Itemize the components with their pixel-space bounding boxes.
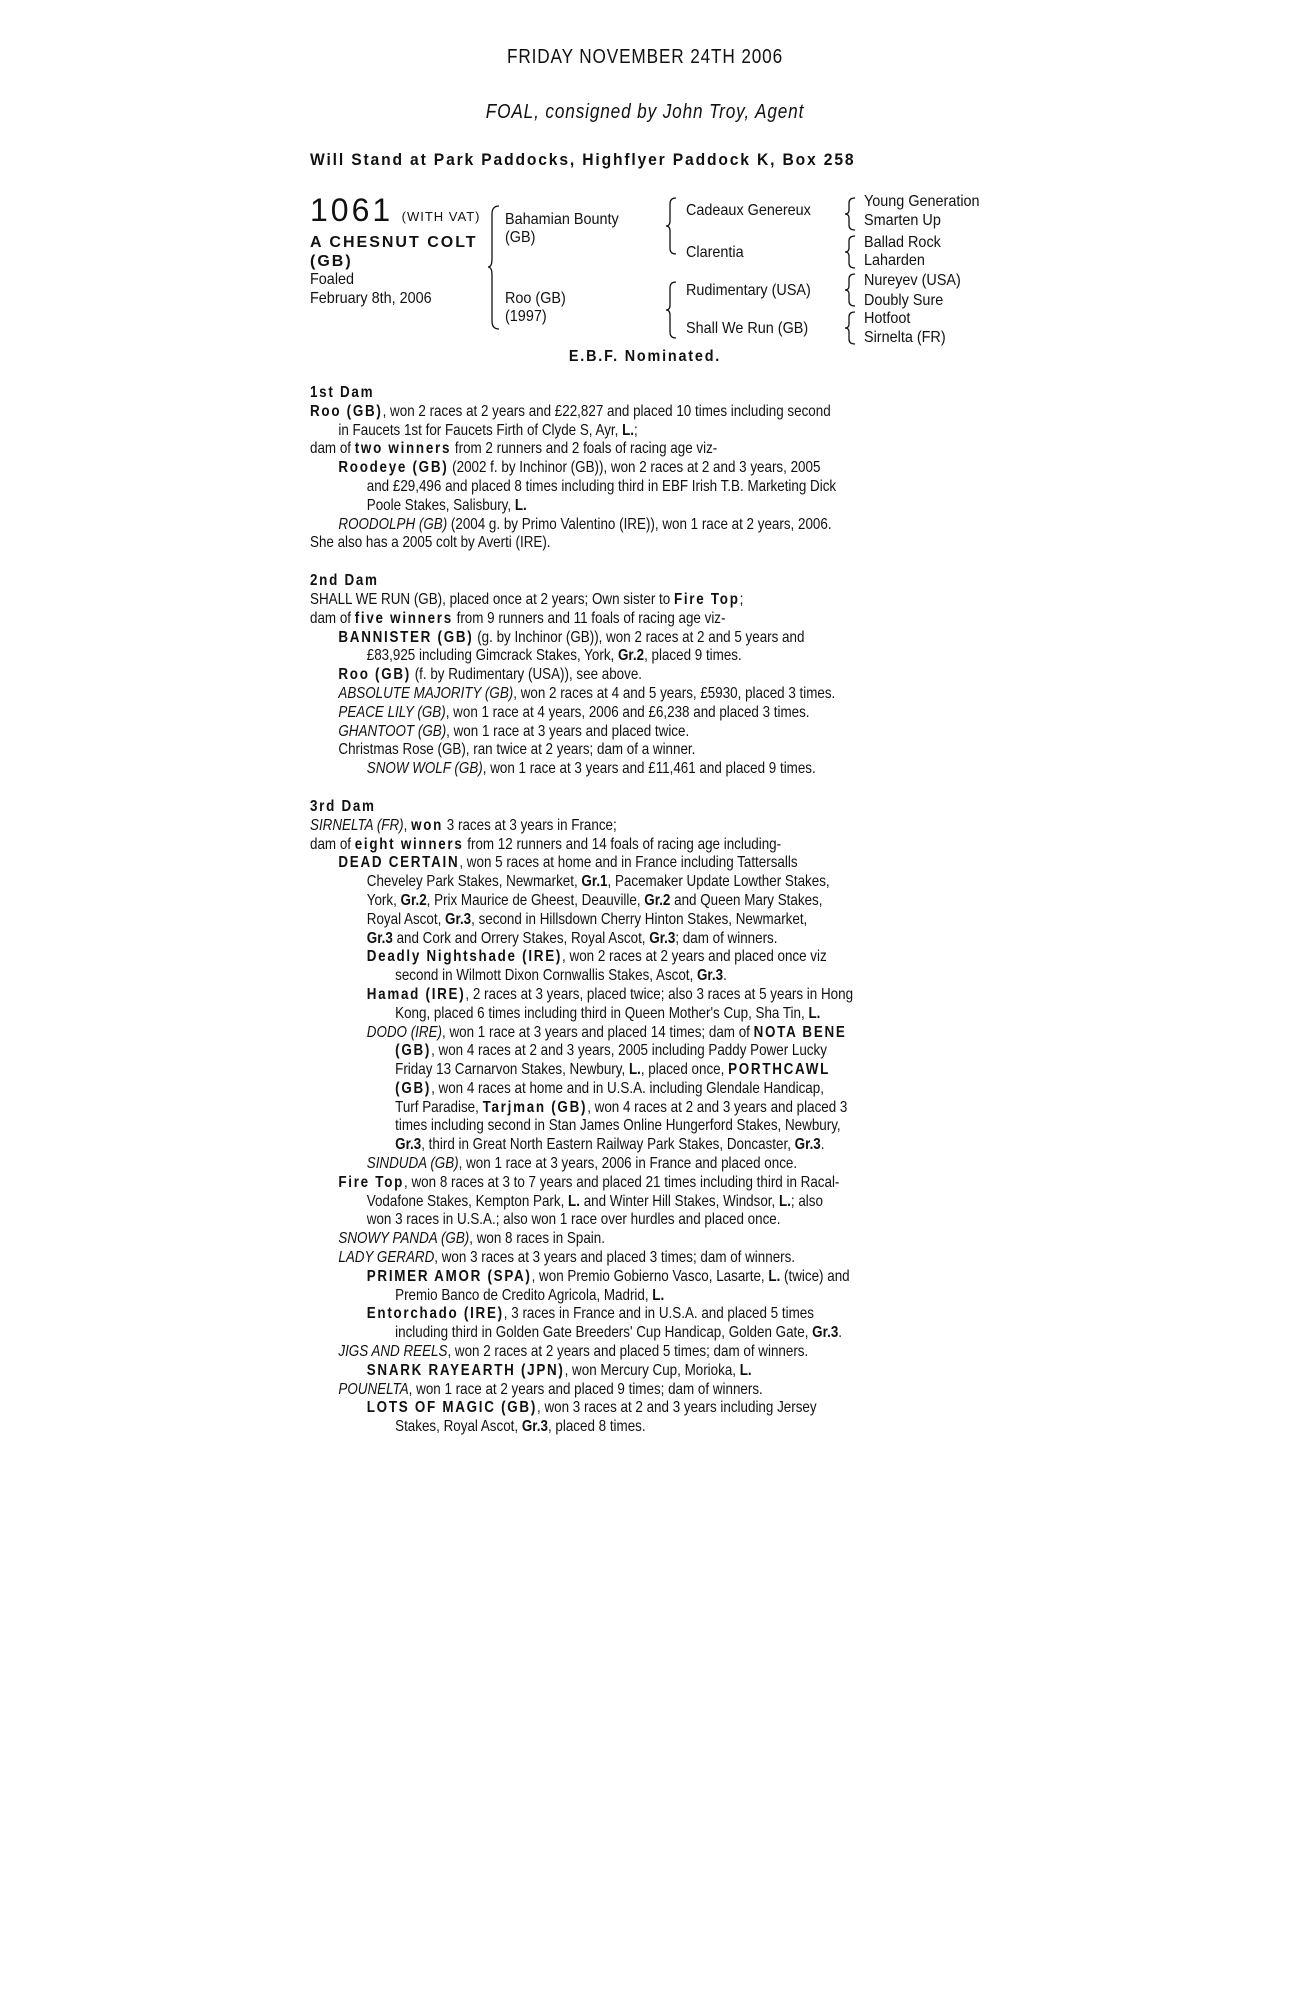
text-line: Fire Top, won 8 races at 3 to 7 years and placed 21 times including third in Racal- xyxy=(338,1173,840,1191)
text-line: Poole Stakes, Salisbury, L. xyxy=(366,496,527,514)
text-line: JIGS AND REELS, won 2 races at 2 years and placed 5 times; dam of winners. xyxy=(338,1343,809,1361)
text-line: Friday 13 Carnarvon Stakes, Newbury, L., placed once, PORTHCAWL xyxy=(395,1061,830,1079)
great-grandsire-7: Hotfoot xyxy=(864,310,911,327)
text-line: Deadly Nightshade (IRE), won 2 races at 2 years and placed once viz xyxy=(366,948,827,966)
great-granddam-8: Sirnelta (FR) xyxy=(864,329,946,346)
pedigree-brace-sire xyxy=(665,197,677,255)
text-line: Gr.3 and Cork and Orrery Stakes, Royal Ascot, Gr.3; dam of winners. xyxy=(366,929,778,947)
text-line: ROODOLPH (GB) (2004 g. by Primo Valentino (IRE)), won 1 race at 2 years, 2006. xyxy=(338,515,832,533)
stand-location: Will Stand at Park Paddocks, Highflyer Paddock K, Box 258 xyxy=(310,150,856,169)
text-line: Roo (GB), won 2 races at 2 years and £22,827 and placed 10 times including second xyxy=(310,402,831,420)
lot-description: A CHESNUT COLT (GB) xyxy=(310,234,478,270)
text-line: POUNELTA, won 1 race at 2 years and placed 9 times; dam of winners. xyxy=(338,1380,763,1398)
dam-sire: Rudimentary (USA) xyxy=(686,282,811,299)
text-line: times including second in Stan James Online Hungerford Stakes, Newbury, xyxy=(395,1117,841,1135)
text-line: Roodeye (GB) (2002 f. by Inchinor (GB)), won 2 races at 2 and 3 years, 2005 xyxy=(338,459,821,477)
pedigree-brace-g56 xyxy=(844,273,856,307)
text-line: (GB), won 4 races at home and in U.S.A. including Glendale Handicap, xyxy=(395,1079,824,1097)
text-line: dam of eight winners from 12 runners and 14 foals of racing age including- xyxy=(310,835,782,853)
pedigree-brace-dam xyxy=(665,281,677,339)
text-line: GHANTOOT (GB), won 1 race at 3 years and placed twice. xyxy=(338,722,690,740)
text-line: DEAD CERTAIN, won 5 races at home and in France including Tattersalls xyxy=(338,854,798,872)
text-line: She also has a 2005 colt by Averti (IRE). xyxy=(310,534,551,552)
sire-name-line1: Bahamian Bounty xyxy=(505,211,619,228)
pedigree-brace-main xyxy=(487,205,501,330)
catalogue-body xyxy=(310,384,1010,1437)
text-line: Royal Ascot, Gr.3, second in Hillsdown Cherry Hinton Stakes, Newmarket, xyxy=(366,910,808,928)
text-line: and £29,496 and placed 8 times including third in EBF Irish T.B. Marketing Dick xyxy=(366,477,837,495)
great-grandsire-5: Nureyev (USA) xyxy=(864,272,961,289)
text-line: second in Wilmott Dixon Cornwallis Stakes, Ascot, Gr.3. xyxy=(395,967,727,985)
text-line: Stakes, Royal Ascot, Gr.3, placed 8 times. xyxy=(395,1418,646,1436)
dam-name-line1: Roo (GB) xyxy=(505,290,566,307)
text-line: £83,925 including Gimcrack Stakes, York, Gr.2, placed 9 times. xyxy=(366,647,742,665)
text-line: SIRNELTA (FR), won 3 races at 3 years in France; xyxy=(310,816,617,834)
sire-name xyxy=(505,211,619,247)
text-line: Turf Paradise, Tarjman (GB), won 4 races at 2 and 3 years and placed 3 xyxy=(395,1098,848,1116)
text-line: Entorchado (IRE), 3 races in France and in U.S.A. and placed 5 times xyxy=(366,1305,814,1323)
sire-name-line2: (GB) xyxy=(505,229,536,246)
pedigree-brace-g34 xyxy=(844,235,856,269)
sire-dam: Clarentia xyxy=(686,244,744,261)
pedigree-brace-g78 xyxy=(844,311,856,345)
section-heading: 1st Dam xyxy=(310,384,375,401)
lot-number: 1061 xyxy=(310,192,394,228)
foaled-info xyxy=(310,270,432,308)
text-line: Roo (GB) (f. by Rudimentary (USA)), see above. xyxy=(338,666,643,684)
text-line: SNARK RAYEARTH (JPN), won Mercury Cup, Morioka, L. xyxy=(366,1361,752,1379)
text-line: PEACE LILY (GB), won 1 race at 4 years, 2006 and £6,238 and placed 3 times. xyxy=(338,703,810,721)
text-line: SNOWY PANDA (GB), won 8 races in Spain. xyxy=(338,1230,605,1248)
vat-note: (WITH VAT) xyxy=(401,209,481,224)
text-line: (GB), won 4 races at 2 and 3 years, 2005 including Paddy Power Lucky xyxy=(395,1042,827,1060)
text-line: dam of two winners from 2 runners and 2 foals of racing age viz- xyxy=(310,440,718,458)
section-heading: 2nd Dam xyxy=(310,572,379,590)
great-granddam-6: Doubly Sure xyxy=(864,292,944,309)
text-line: won 3 races in U.S.A.; also won 1 race over hurdles and placed once. xyxy=(366,1211,781,1229)
text-line: ABSOLUTE MAJORITY (GB), won 2 races at 4 and 5 years, £5930, placed 3 times. xyxy=(338,684,836,702)
great-grandsire-3: Ballad Rock xyxy=(864,234,941,251)
text-line: SINDUDA (GB), won 1 race at 3 years, 2006 in France and placed once. xyxy=(366,1155,798,1173)
text-line: Hamad (IRE), 2 races at 3 years, placed twice; also 3 races at 5 years in Hong xyxy=(366,985,854,1003)
text-line: LADY GERARD, won 3 races at 3 years and placed 3 times; dam of winners. xyxy=(338,1249,796,1267)
great-granddam-2: Smarten Up xyxy=(864,212,941,229)
text-line: Christmas Rose (GB), ran twice at 2 years; dam of a winner. xyxy=(338,741,696,759)
text-line: including third in Golden Gate Breeders' Cup Handicap, Golden Gate, Gr.3. xyxy=(395,1324,843,1342)
text-line: in Faucets 1st for Faucets Firth of Clyde S, Ayr, L.; xyxy=(338,421,638,439)
text-line: Premio Banco de Credito Agricola, Madrid, L. xyxy=(395,1286,665,1304)
text-line: Gr.3, third in Great North Eastern Railway Park Stakes, Doncaster, Gr.3. xyxy=(395,1136,825,1154)
sire-sire: Cadeaux Genereux xyxy=(686,202,811,219)
great-granddam-4: Laharden xyxy=(864,252,925,269)
text-line: SHALL WE RUN (GB), placed once at 2 years; Own sister to Fire Top; xyxy=(310,590,744,608)
lot-heading xyxy=(310,192,480,229)
text-line: dam of five winners from 9 runners and 11 foals of racing age viz- xyxy=(310,609,726,627)
consignment-line: FOAL, consigned by John Troy, Agent xyxy=(485,101,805,123)
ebf-nominated xyxy=(65,348,1226,366)
text-line: DODO (IRE), won 1 race at 3 years and placed 14 times; dam of NOTA BENE xyxy=(366,1023,847,1041)
pedigree-brace-g12 xyxy=(844,197,856,231)
dam-name xyxy=(505,290,566,326)
text-line: SNOW WOLF (GB), won 1 race at 3 years and £11,461 and placed 9 times. xyxy=(366,760,816,778)
dam-name-line2: (1997) xyxy=(505,308,547,325)
text-line: PRIMER AMOR (SPA), won Premio Gobierno Vasco, Lasarte, L. (twice) and xyxy=(366,1267,850,1285)
text-line: BANNISTER (GB) (g. by Inchinor (GB)), won 2 races at 2 and 5 years and xyxy=(338,628,805,646)
sale-date: FRIDAY NOVEMBER 24TH 2006 xyxy=(506,46,784,68)
foaled-label: Foaled xyxy=(310,271,355,288)
text-line: Kong, placed 6 times including third in Queen Mother's Cup, Sha Tin, L. xyxy=(395,1004,821,1022)
text-line: York, Gr.2, Prix Maurice de Gheest, Deauville, Gr.2 and Queen Mary Stakes, xyxy=(366,891,823,909)
foaled-date: February 8th, 2006 xyxy=(310,290,432,307)
dam-dam: Shall We Run (GB) xyxy=(686,320,809,337)
section-heading: 3rd Dam xyxy=(310,797,376,815)
text-line: Cheveley Park Stakes, Newmarket, Gr.1, Pacemaker Update Lowther Stakes, xyxy=(366,873,830,891)
ebf-text: E.B.F. Nominated. xyxy=(568,348,722,365)
text-line: LOTS OF MAGIC (GB), won 3 races at 2 and 3 years including Jersey xyxy=(366,1399,817,1417)
text-line: Vodafone Stakes, Kempton Park, L. and Winter Hill Stakes, Windsor, L.; also xyxy=(366,1192,823,1210)
great-grandsire-1: Young Generation xyxy=(864,193,980,210)
